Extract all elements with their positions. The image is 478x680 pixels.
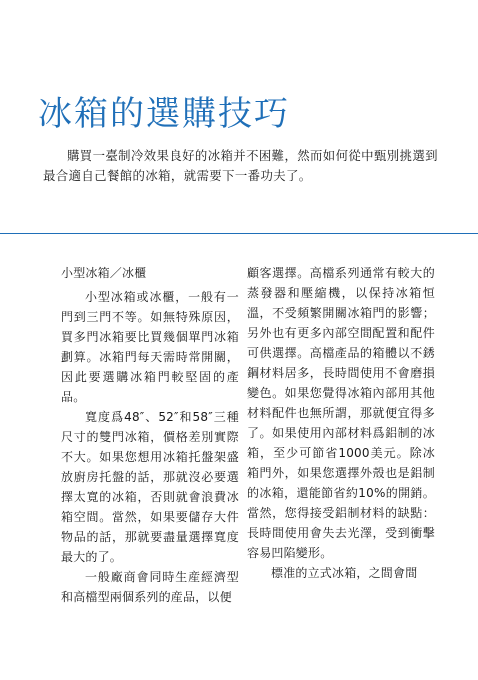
- intro-paragraph-block: [43, 146, 443, 186]
- section-subheading: 小型冰箱／冰櫃: [61, 266, 147, 280]
- body-paragraph: 標准的立式冰箱，之間會間: [271, 566, 418, 580]
- intro-paragraph: 購買一臺制冷效果良好的冰箱并不困難，然而如何從中甄別挑選到最合適自己餐館的冰箱，就需要下一番功夫了。: [43, 148, 438, 183]
- body-paragraph: 寬度爲48″、52″和58″三種尺寸的雙門冰箱，價格差別實際不大。如果您想用冰箱托盤架盛放廚房托盤的話，那就沒必要選擇太寬的冰箱，否則就會浪費冰箱空間。當然，如果要儲存大件物品的話，那就要盡量選擇寬度最大的了。: [61, 410, 239, 564]
- body-paragraph-continued: 顧客選擇。高檔系列通常有較大的蒸發器和壓縮機，以保持冰箱恒溫，不受頻繁開關冰箱門的影響；另外也有更多內部空間配置和配件可供選擇。高檔產品的箱體以不銹鋼材料居多，長時間使用不會磨損變色。如果您覺得冰箱內部用其他材料配件也無所謂，那就便宜得多了。如果使用內部材料爲鋁制的冰箱，至少可節省1000美元。除冰箱門外，如果您選擇外殼也是鋁制的冰箱，還能節省約10%的開銷。當然，您得接受鋁制材料的缺點：長時間使用會失去光澤，受到衝擊容易凹陷變形。: [247, 266, 435, 560]
- body-paragraph: 小型冰箱或冰櫃，一般有一門到三門不等。如無特殊原因，買多門冰箱要比買幾個單門冰箱劃算。冰箱門每天需時常開關，因此要選購冰箱門較堅固的產品。: [61, 290, 239, 404]
- left-column: [61, 263, 239, 607]
- article-title: 冰箱的選購技巧: [38, 94, 290, 134]
- right-column: [247, 263, 435, 583]
- body-paragraph: 一般廠商會同時生産經濟型和高檔型兩個系列的産品，以便: [61, 570, 239, 604]
- section-divider: [0, 233, 478, 234]
